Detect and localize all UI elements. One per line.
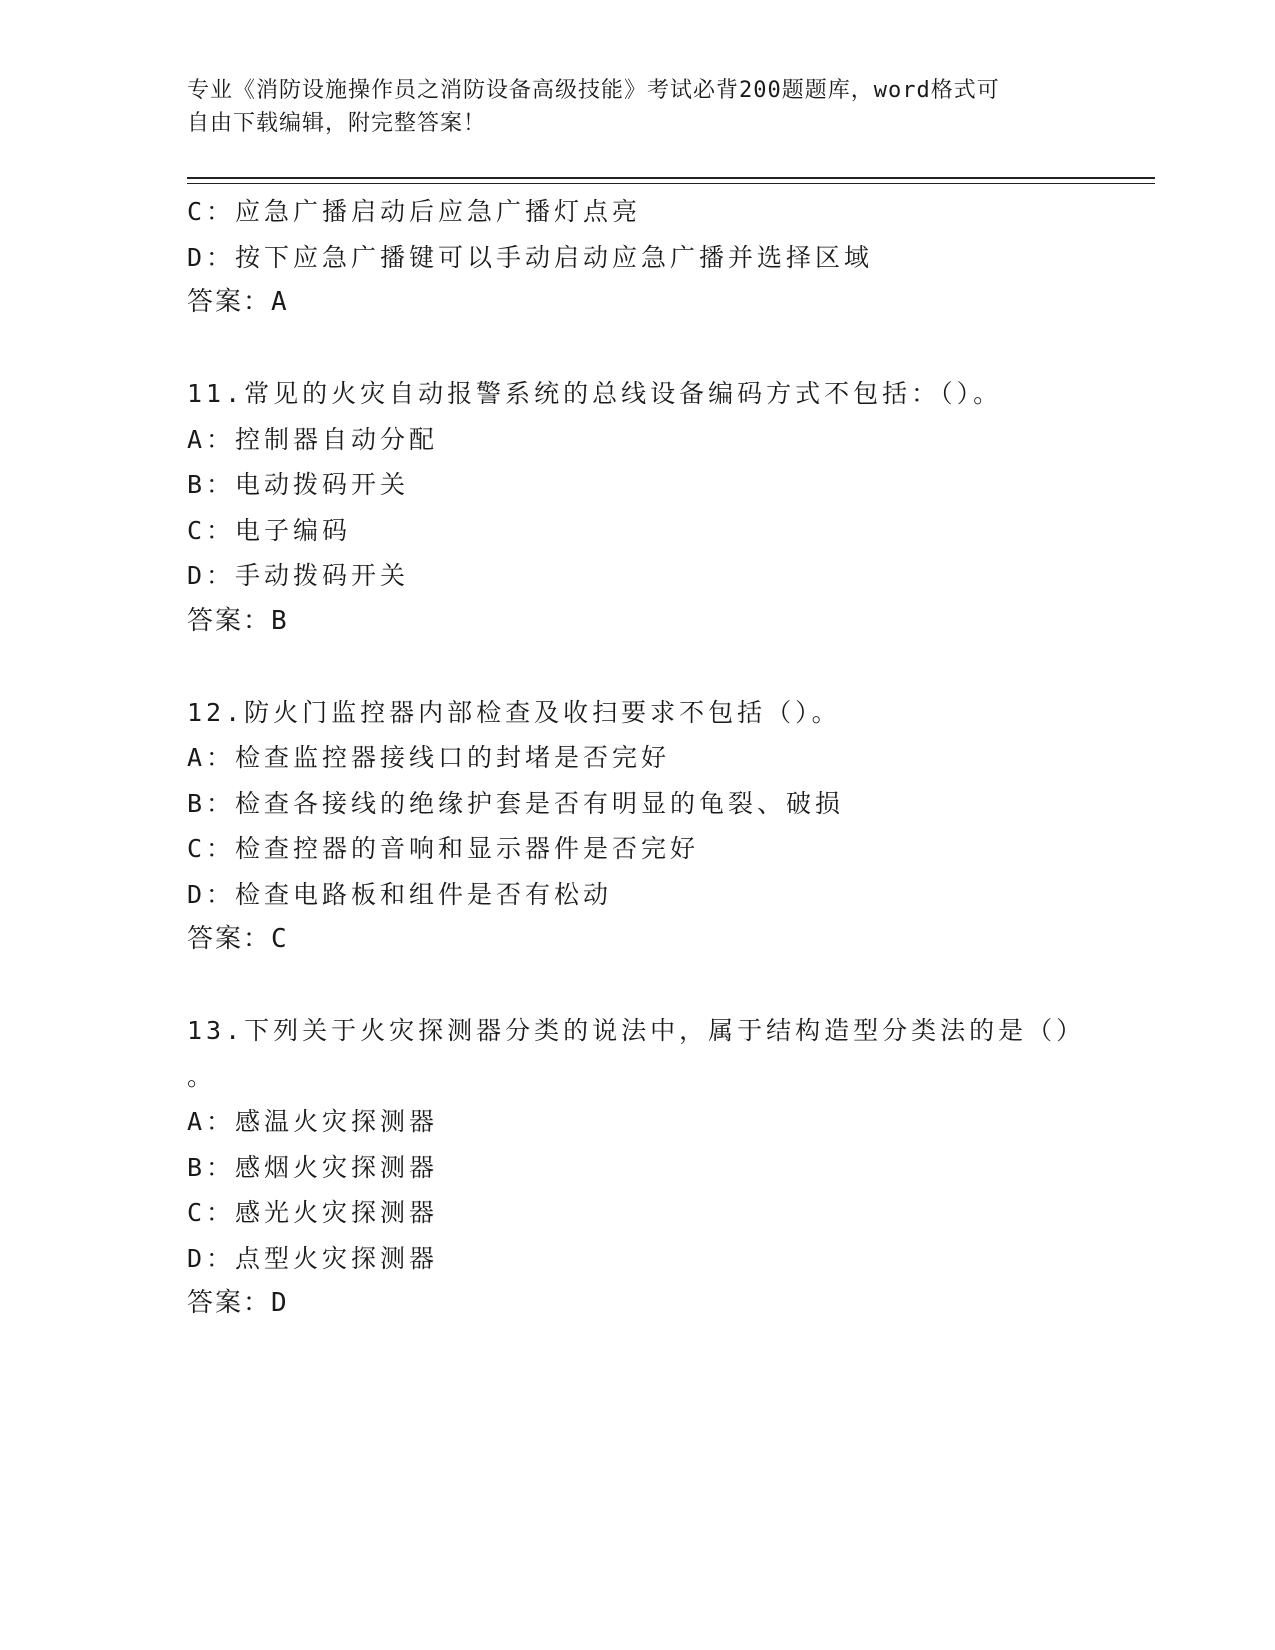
option-d: D：手动拨码开关 <box>187 561 410 590</box>
answer-value: A <box>271 287 289 317</box>
option-c: C：感光火灾探测器 <box>187 1198 439 1227</box>
answer-line <box>187 1281 1087 1327</box>
question-stem: 11.常见的火灾自动报警系统的总线设备编码方式不包括：（）。 <box>187 379 1003 408</box>
option-d: D：点型火灾探测器 <box>187 1243 439 1273</box>
option-d: D：检查电路板和组件是否有松动 <box>187 879 613 909</box>
header-line-2: 自由下载编辑，附完整答案！ <box>187 111 487 136</box>
option-b: B：电动拨码开关 <box>187 470 410 499</box>
header-divider-thick <box>187 177 1155 179</box>
option-a: A：检查监控器接线口的封堵是否完好 <box>187 743 671 772</box>
answer-line <box>187 599 1087 645</box>
question-list <box>187 189 1087 1327</box>
question-11 <box>187 371 1087 644</box>
answer-label: 答案： <box>187 924 272 954</box>
answer-label: 答案： <box>187 1288 272 1318</box>
option-c: C：电子编码 <box>187 515 352 545</box>
option-b: B：检查各接线的绝缘护套是否有明显的龟裂、破损 <box>187 788 845 818</box>
option-a: A：感温火灾探测器 <box>187 1107 439 1136</box>
option-b: B：感烟火灾探测器 <box>187 1152 439 1182</box>
answer-label: 答案： <box>187 605 272 636</box>
answer-line <box>187 280 1087 326</box>
answer-value: C <box>271 924 289 954</box>
answer-value: D <box>271 1288 289 1318</box>
document-header <box>187 74 1067 140</box>
answer-value: B <box>271 605 289 636</box>
question-continued <box>187 189 1087 326</box>
question-stem: 13.下列关于火灾探测器分类的说法中，属于结构造型分类法的是（） <box>187 1016 1086 1045</box>
option-c: C：检查控器的音响和显示器件是否完好 <box>187 834 700 863</box>
answer-label: 答案： <box>187 287 272 317</box>
header-line-1: 专业《消防设施操作员之消防设备高级技能》考试必背200题题库，word格式可 <box>187 78 1000 103</box>
option-c: C：应急广播启动后应急广播灯点亮 <box>187 197 642 226</box>
option-d: D：按下应急广播键可以手动启动应急广播并选择区域 <box>187 242 874 272</box>
question-12 <box>187 690 1087 963</box>
header-divider-thin <box>187 183 1155 184</box>
option-a: A：控制器自动分配 <box>187 424 439 454</box>
answer-line <box>187 917 1087 963</box>
question-stem: 12.防火门监控器内部检查及收扫要求不包括（）。 <box>187 697 841 727</box>
question-13 <box>187 1008 1087 1327</box>
question-stem-continued: 。 <box>187 1061 217 1091</box>
